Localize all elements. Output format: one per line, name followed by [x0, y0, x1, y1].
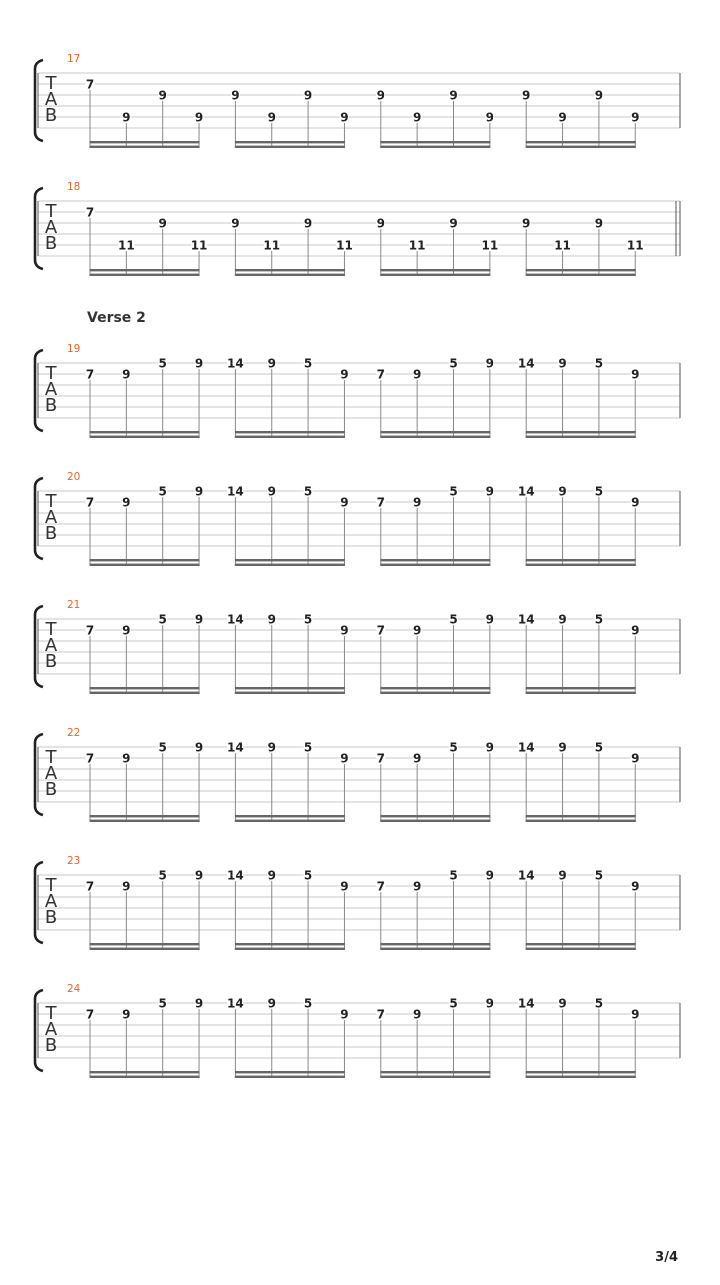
fret-number: 9	[631, 751, 640, 766]
beam-secondary	[380, 948, 490, 950]
beam-primary	[235, 269, 345, 271]
fret-number: 7	[85, 495, 95, 510]
fret-number: 14	[517, 868, 535, 883]
fret-number: 9	[412, 623, 422, 638]
beam-primary	[526, 559, 636, 561]
fret-number: 14	[227, 356, 244, 371]
fret-number: 9	[412, 110, 422, 125]
beam-secondary	[90, 1076, 200, 1078]
tab-system	[35, 983, 680, 1078]
fret-number: 9	[412, 495, 422, 510]
fret-number: 9	[631, 495, 640, 510]
beam-secondary	[380, 1076, 490, 1078]
beam-primary	[380, 431, 490, 433]
fret-number: 9	[485, 484, 495, 499]
beam-secondary	[526, 274, 636, 276]
fret-number: 9	[158, 216, 167, 231]
fret-number: 5	[449, 484, 458, 499]
beam-primary	[235, 815, 345, 817]
beam-secondary	[380, 274, 490, 276]
fret-number: 7	[85, 205, 95, 220]
fret-number: 5	[303, 996, 313, 1011]
fret-number: 9	[485, 740, 495, 755]
beam-primary	[235, 431, 345, 433]
fret-number: 11	[408, 238, 426, 253]
fret-number: 9	[340, 110, 349, 125]
measure-number: 21	[67, 599, 81, 611]
tab-clef-icon	[45, 363, 58, 416]
fret-number: 7	[376, 1007, 385, 1022]
fret-number: 9	[558, 356, 567, 371]
tab-system	[35, 53, 680, 148]
beam-secondary	[526, 146, 636, 148]
fret-number: 9	[194, 740, 204, 755]
fret-number: 7	[376, 623, 385, 638]
fret-number: 5	[303, 612, 313, 627]
fret-number: 9	[340, 1007, 349, 1022]
fret-number: 5	[594, 356, 604, 371]
fret-number: 9	[485, 868, 495, 883]
fret-number: 5	[158, 996, 167, 1011]
beam-primary	[90, 1071, 200, 1073]
measure-number: 20	[67, 471, 81, 483]
beam-primary	[380, 1071, 490, 1073]
beam-secondary	[380, 146, 490, 148]
beam-primary	[90, 431, 200, 433]
fret-number: 9	[267, 484, 276, 499]
beam-secondary	[380, 692, 490, 694]
fret-number: 9	[122, 367, 131, 382]
beam-secondary	[526, 564, 636, 566]
fret-number: 9	[231, 88, 240, 103]
fret-number: 11	[117, 238, 135, 253]
fret-number: 5	[449, 356, 458, 371]
system-bracket-icon	[35, 862, 43, 943]
beam-primary	[235, 1071, 345, 1073]
beam-secondary	[526, 436, 636, 438]
beam-primary	[90, 815, 200, 817]
beam-primary	[380, 559, 490, 561]
measure-number: 17	[67, 53, 81, 65]
beam-secondary	[235, 564, 345, 566]
fret-number: 9	[267, 110, 276, 125]
beam-primary	[526, 141, 636, 143]
system-bracket-icon	[35, 60, 43, 141]
fret-number: 9	[340, 367, 349, 382]
fret-number: 9	[194, 996, 204, 1011]
fret-number: 11	[336, 238, 353, 253]
tab-clef-letter: B	[44, 907, 58, 928]
fret-number: 9	[376, 216, 385, 231]
fret-number: 9	[412, 367, 422, 382]
fret-number: 9	[412, 751, 422, 766]
tab-clef-letter: A	[44, 379, 58, 400]
system-bracket-icon	[35, 990, 43, 1071]
fret-number: 9	[558, 612, 567, 627]
measure-number: 19	[67, 343, 81, 355]
tab-clef-letter: T	[45, 1003, 57, 1024]
tab-clef-letter: A	[44, 1019, 58, 1040]
fret-number: 5	[303, 868, 313, 883]
beam-secondary	[90, 820, 200, 822]
fret-number: 9	[594, 88, 604, 103]
beam-secondary	[235, 692, 345, 694]
fret-number: 9	[485, 612, 495, 627]
beam-primary	[235, 943, 345, 945]
fret-number: 9	[376, 88, 385, 103]
fret-number: 9	[267, 868, 276, 883]
tab-clef-letter: A	[44, 635, 58, 656]
tab-clef-letter: B	[44, 1035, 58, 1056]
fret-number: 11	[554, 238, 571, 253]
beam-secondary	[235, 146, 345, 148]
fret-number: 5	[594, 996, 604, 1011]
fret-number: 7	[85, 879, 95, 894]
fret-number: 5	[594, 484, 604, 499]
beam-primary	[380, 141, 490, 143]
fret-number: 9	[122, 751, 131, 766]
fret-number: 11	[263, 238, 281, 253]
fret-number: 9	[558, 110, 567, 125]
beam-primary	[90, 141, 200, 143]
fret-number: 7	[376, 879, 385, 894]
beam-primary	[526, 815, 636, 817]
beam-secondary	[235, 820, 345, 822]
fret-number: 5	[449, 612, 458, 627]
beam-primary	[380, 815, 490, 817]
beam-secondary	[90, 274, 200, 276]
fret-number: 9	[122, 623, 131, 638]
page-number: 3/4	[655, 1250, 678, 1265]
fret-number: 9	[558, 868, 567, 883]
fret-number: 9	[158, 88, 167, 103]
fret-number: 5	[158, 484, 167, 499]
tab-clef-letter: B	[44, 395, 58, 416]
fret-number: 14	[517, 996, 535, 1011]
fret-number: 9	[558, 740, 567, 755]
beam-primary	[90, 943, 200, 945]
fret-number: 14	[227, 484, 244, 499]
fret-number: 9	[485, 110, 495, 125]
fret-number: 14	[227, 996, 244, 1011]
fret-number: 9	[340, 879, 349, 894]
fret-number: 9	[267, 356, 276, 371]
fret-number: 7	[376, 367, 385, 382]
tab-clef-icon	[45, 619, 58, 672]
fret-number: 7	[85, 1007, 95, 1022]
fret-number: 9	[522, 216, 531, 231]
fret-number: 5	[303, 740, 313, 755]
beam-secondary	[90, 146, 200, 148]
fret-number: 5	[449, 868, 458, 883]
tab-clef-letter: A	[44, 763, 58, 784]
fret-number: 7	[85, 77, 95, 92]
measure-number: 23	[67, 855, 81, 867]
tab-clef-icon	[45, 73, 58, 126]
fret-number: 9	[303, 216, 313, 231]
tab-clef-letter: B	[44, 523, 58, 544]
fret-number: 9	[194, 484, 204, 499]
fret-number: 7	[376, 495, 385, 510]
tab-clef-letter: T	[45, 619, 57, 640]
tab-clef-letter: B	[44, 779, 58, 800]
beam-primary	[526, 687, 636, 689]
fret-number: 9	[122, 879, 131, 894]
beam-secondary	[235, 436, 345, 438]
fret-number: 5	[158, 868, 167, 883]
fret-number: 5	[303, 356, 313, 371]
tab-clef-letter: B	[44, 651, 58, 672]
fret-number: 9	[594, 216, 604, 231]
beam-primary	[90, 559, 200, 561]
beam-primary	[526, 431, 636, 433]
tab-clef-letter: A	[44, 217, 58, 238]
beam-secondary	[235, 948, 345, 950]
fret-number: 9	[449, 216, 458, 231]
fret-number: 14	[517, 612, 535, 627]
system-bracket-icon	[35, 478, 43, 559]
fret-number: 9	[231, 216, 240, 231]
beam-secondary	[526, 1076, 636, 1078]
fret-number: 5	[594, 612, 604, 627]
fret-number: 9	[267, 740, 276, 755]
fret-number: 5	[594, 868, 604, 883]
tab-clef-letter: A	[44, 507, 58, 528]
fret-number: 9	[194, 110, 204, 125]
fret-number: 14	[227, 740, 244, 755]
tab-clef-icon	[45, 201, 58, 254]
fret-number: 14	[227, 868, 244, 883]
fret-number: 14	[517, 356, 535, 371]
tab-clef-icon	[45, 747, 58, 800]
fret-number: 11	[190, 238, 208, 253]
tab-clef-letter: B	[44, 233, 58, 254]
fret-number: 9	[122, 495, 131, 510]
beam-secondary	[90, 436, 200, 438]
section-label: Verse 2	[87, 310, 146, 326]
fret-number: 9	[122, 1007, 131, 1022]
fret-number: 5	[158, 356, 167, 371]
fret-number: 14	[517, 740, 535, 755]
fret-number: 5	[594, 740, 604, 755]
fret-number: 9	[412, 1007, 422, 1022]
tab-clef-letter: T	[45, 73, 57, 94]
fret-number: 9	[558, 484, 567, 499]
fret-number: 7	[85, 751, 95, 766]
fret-number: 9	[449, 88, 458, 103]
fret-number: 11	[626, 238, 644, 253]
tab-system	[35, 471, 680, 566]
fret-number: 9	[631, 110, 640, 125]
fret-number: 9	[267, 612, 276, 627]
beam-secondary	[526, 692, 636, 694]
system-bracket-icon	[35, 188, 43, 269]
fret-number: 14	[227, 612, 244, 627]
tab-clef-letter: A	[44, 891, 58, 912]
beam-primary	[380, 687, 490, 689]
tab-clef-icon	[45, 1003, 58, 1056]
fret-number: 5	[449, 996, 458, 1011]
fret-number: 11	[481, 238, 499, 253]
system-bracket-icon	[35, 350, 43, 431]
beam-primary	[380, 943, 490, 945]
tab-clef-letter: T	[45, 747, 57, 768]
fret-number: 14	[517, 484, 535, 499]
tab-system	[35, 855, 680, 950]
beam-primary	[526, 1071, 636, 1073]
fret-number: 9	[340, 751, 349, 766]
beam-secondary	[380, 820, 490, 822]
beam-secondary	[90, 692, 200, 694]
fret-number: 9	[194, 868, 204, 883]
beam-secondary	[526, 820, 636, 822]
measure-number: 18	[67, 181, 81, 193]
fret-number: 9	[522, 88, 531, 103]
fret-number: 9	[631, 879, 640, 894]
beam-secondary	[526, 948, 636, 950]
system-bracket-icon	[35, 606, 43, 687]
fret-number: 9	[303, 88, 313, 103]
measure-number: 22	[67, 727, 81, 739]
fret-number: 9	[267, 996, 276, 1011]
beam-secondary	[235, 1076, 345, 1078]
beam-secondary	[380, 436, 490, 438]
beam-secondary	[235, 274, 345, 276]
measure-number: 24	[67, 983, 81, 995]
fret-number: 7	[85, 367, 95, 382]
beam-primary	[526, 269, 636, 271]
tab-clef-letter: T	[45, 363, 57, 384]
beam-primary	[380, 269, 490, 271]
fret-number: 9	[340, 623, 349, 638]
beam-primary	[235, 559, 345, 561]
tab-system	[35, 343, 680, 438]
beam-secondary	[90, 948, 200, 950]
fret-number: 7	[376, 751, 385, 766]
tab-system	[35, 599, 680, 694]
fret-number: 9	[340, 495, 349, 510]
fret-number: 7	[85, 623, 95, 638]
beam-primary	[235, 141, 345, 143]
beam-primary	[526, 943, 636, 945]
tab-clef-letter: B	[44, 105, 58, 126]
beam-secondary	[90, 564, 200, 566]
fret-number: 9	[631, 623, 640, 638]
fret-number: 9	[412, 879, 422, 894]
fret-number: 9	[631, 367, 640, 382]
beam-primary	[90, 687, 200, 689]
tab-system	[35, 727, 680, 822]
tab-clef-icon	[45, 491, 58, 544]
fret-number: 9	[194, 612, 204, 627]
fret-number: 5	[303, 484, 313, 499]
fret-number: 9	[485, 996, 495, 1011]
beam-primary	[90, 269, 200, 271]
tab-clef-letter: T	[45, 875, 57, 896]
fret-number: 9	[194, 356, 204, 371]
fret-number: 9	[631, 1007, 640, 1022]
fret-number: 9	[122, 110, 131, 125]
tab-clef-letter: T	[45, 491, 57, 512]
fret-number: 5	[158, 740, 167, 755]
tab-clef-letter: A	[44, 89, 58, 110]
tab-clef-letter: T	[45, 201, 57, 222]
fret-number: 5	[158, 612, 167, 627]
fret-number: 9	[485, 356, 495, 371]
beam-primary	[235, 687, 345, 689]
fret-number: 9	[558, 996, 567, 1011]
fret-number: 5	[449, 740, 458, 755]
beam-secondary	[380, 564, 490, 566]
tab-clef-icon	[45, 875, 58, 928]
system-bracket-icon	[35, 734, 43, 815]
tab-system	[35, 181, 680, 276]
